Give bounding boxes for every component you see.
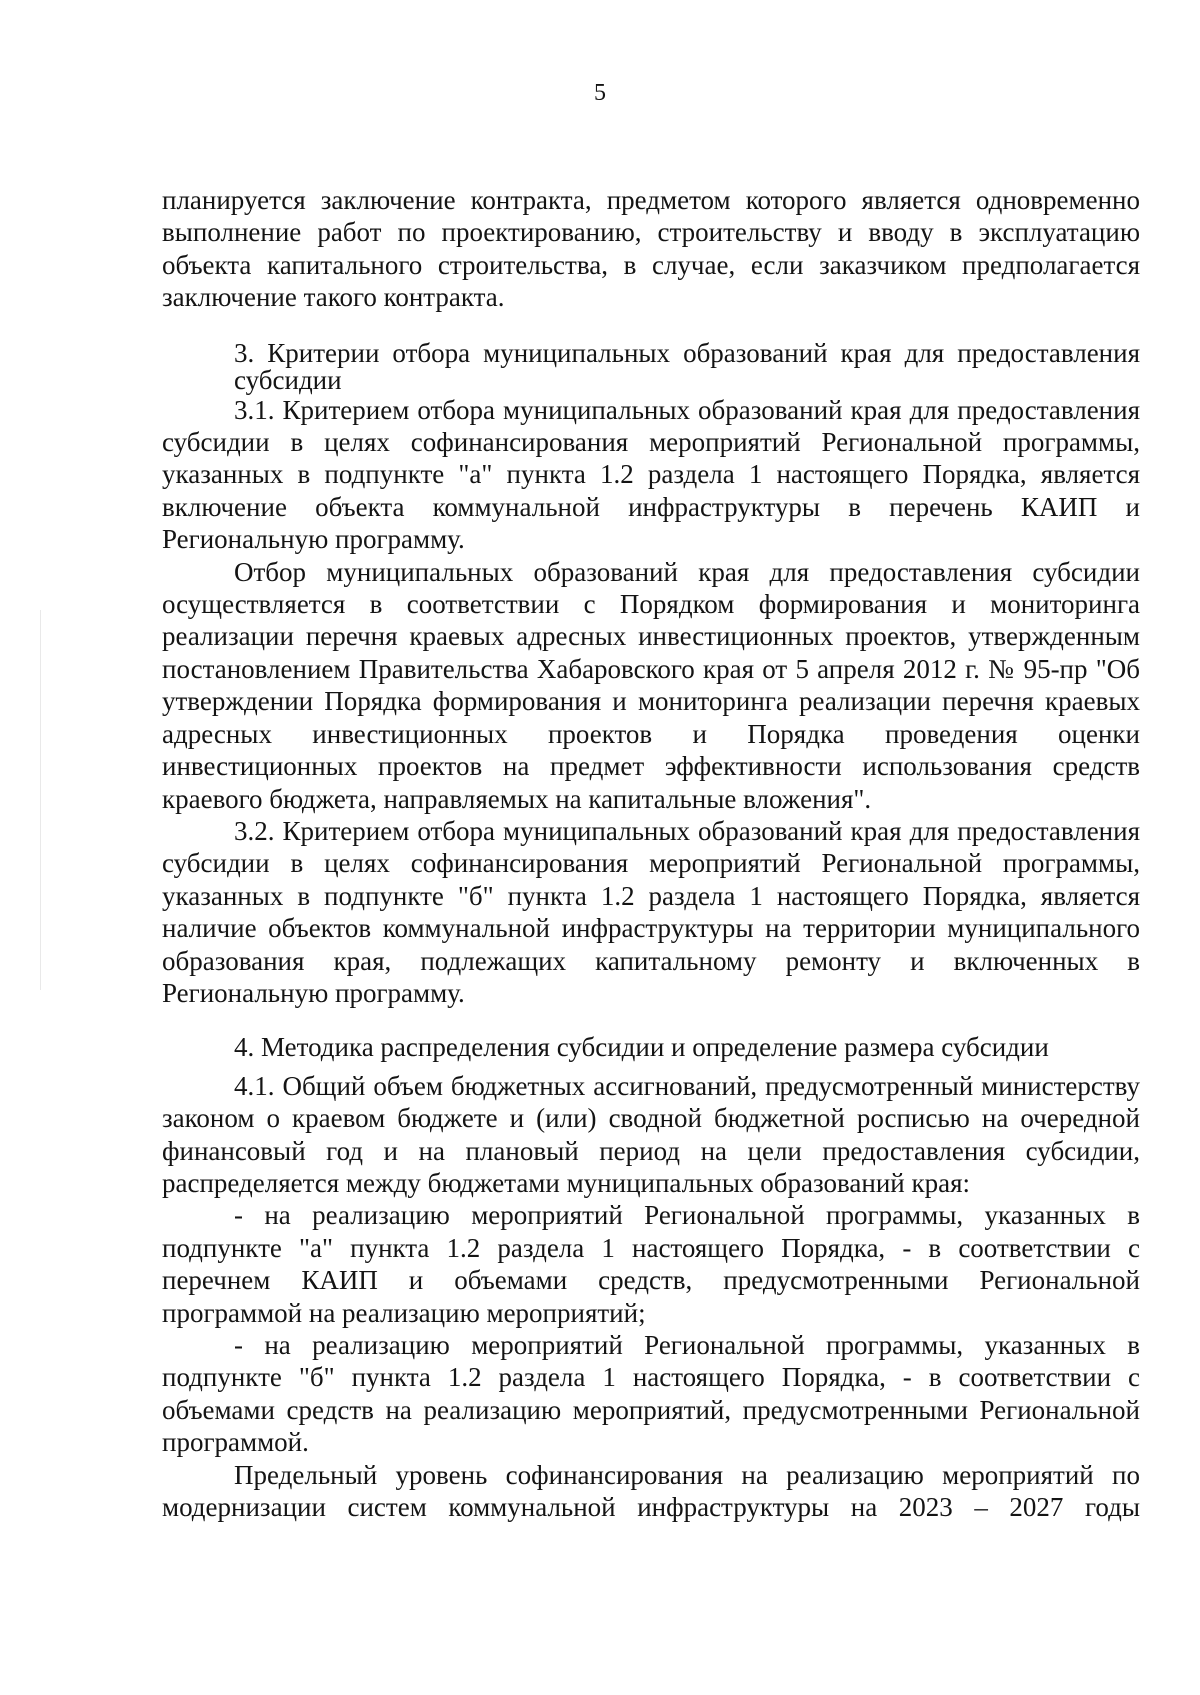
- clause-4-1: 4.1. Общий объем бюджетных ассигнований, предусмотренный министерству законом о краевом бюджете и (или) сводной бюджетной росписью на очередной финансовый год и на плановый период на цели предоставления субсидии, распределяется между бюджетами муниципальных образований края:: [162, 1070, 1140, 1198]
- document-body: [162, 184, 1140, 1523]
- clause-3-1: 3.1. Критерием отбора муниципальных образований края для предоставления субсидии в целях софинансирования мероприятий Региональной программы, указанных в подпункте "а" пункта 1.2 раздела 1 настоящего Порядка, является включение объекта коммунальной инфраструктуры в перечень КАИП и Региональную программу.: [162, 394, 1140, 555]
- paragraph-cofinancing-limit: Предельный уровень софинансирования на реализацию мероприятий по модернизации систем коммунальной инфраструктуры на 2023 – 2027 годы: [162, 1459, 1140, 1523]
- scan-artifact-line: [40, 610, 41, 990]
- spacer: [162, 1009, 1140, 1031]
- section-3-heading: 3. Критерии отбора муниципальных образований края для предоставления субсидии: [234, 337, 1140, 395]
- clause-3-2: 3.2. Критерием отбора муниципальных образований края для предоставления субсидии в целях софинансирования мероприятий Региональной программы, указанных в подпункте "б" пункта 1.2 раздела 1 настоящего Порядка, является наличие объектов коммунальной инфраструктуры на территории муниципального образования края, подлежащих капитальному ремонту и включенных в Региональную программу.: [162, 815, 1140, 1008]
- paragraph-selection-procedure: Отбор муниципальных образований края для предоставления субсидии осуществляется в соответствии с Порядком формирования и мониторинга реализации перечня краевых адресных инвестиционных проектов, утвержденным постановлением Правительства Хабаровского края от 5 апреля 2012 г. № 95-пр "Об утверждении Порядка формирования и мониторинга реализации перечня краевых адресных инвестиционных проектов и Порядка проведения оценки инвестиционных проектов на предмет эффективности использования средств краевого бюджета, направляемых на капитальные вложения".: [162, 556, 1140, 814]
- list-item-a: - на реализацию мероприятий Региональной программы, указанных в подпункте "а" пункта 1.2 раздела 1 настоящего Порядка, - в соответствии с перечнем КАИП и объемами средств, предусмотренными Региональной программой на реализацию мероприятий;: [162, 1200, 1140, 1328]
- list-item-b: - на реализацию мероприятий Региональной программы, указанных в подпункте "б" пункта 1.2 раздела 1 настоящего Порядка, - в соответствии с объемами средств на реализацию мероприятий, предусмотренными Региональной программой.: [162, 1330, 1140, 1458]
- spacer: [162, 314, 1140, 340]
- section-4-heading: 4. Методика распределения субсидии и определение размера субсидии: [234, 1032, 1049, 1063]
- page-number: 5: [594, 80, 606, 106]
- paragraph-intro: планируется заключение контракта, предметом которого является одновременно выполнение работ по проектированию, строительству и вводу в эксплуатацию объекта капитального строительства, в случае, если заказчиком предполагается заключение такого контракта.: [162, 185, 1140, 313]
